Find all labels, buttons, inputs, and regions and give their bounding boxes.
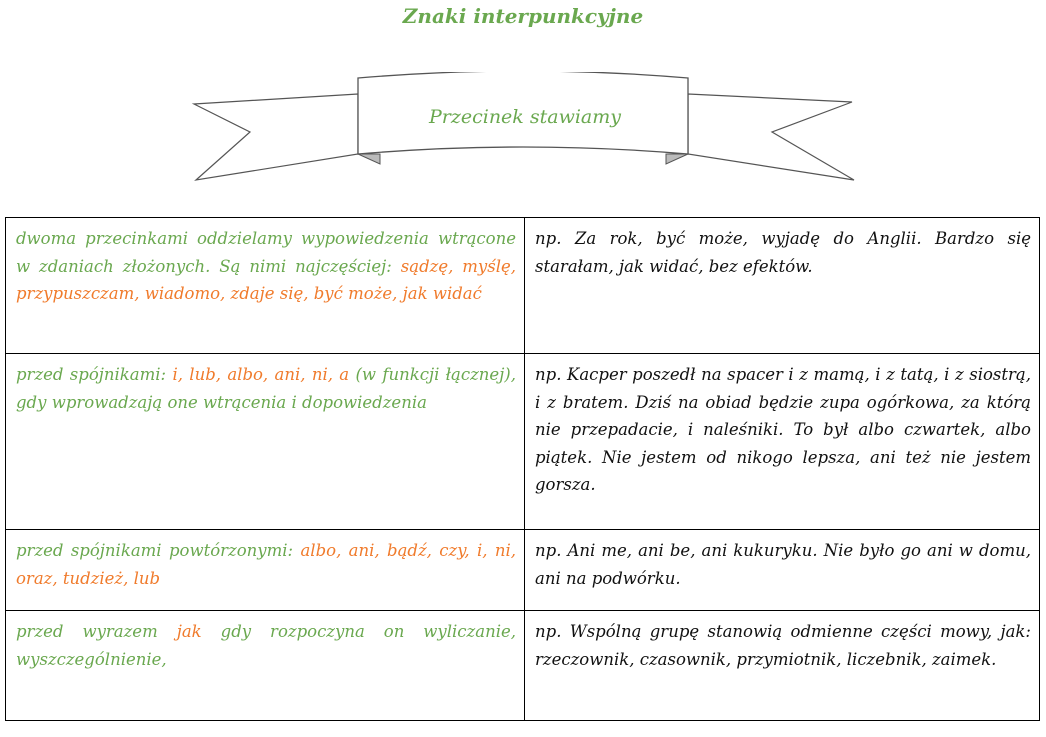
rules-table [5,217,1040,721]
rule-text: przed wyrazem [16,622,177,641]
rule-highlight: sądzę, myślę, przypuszczam, wiadomo, zdaje się, być może, jak widać [16,256,516,303]
example-text: np. Kacper poszedł na spacer i z mamą, i z tatą, i z siostrą, i z bratem. Dziś na obiad będzie zupa ogórkowa, za którą nie przepadacie, i naleśniki. To był albo czwartek, albo piątek. Nie jestem od nikogo lepsza, ani też nie jestem gorsza. [535,365,1031,494]
ribbon-icon [190,72,860,184]
example-text: np. Ani me, ani be, ani kukuryku. Nie było go ani w domu, ani na podwórku. [535,541,1031,588]
example-cell [525,218,1040,354]
example-cell [525,611,1040,721]
rule-cell [6,611,525,721]
rule-cell [6,530,525,611]
rule-text: przed spójnikami: [16,365,173,384]
rule-highlight: jak [176,622,202,641]
rule-highlight: albo, ani, bądź, czy, i, ni, oraz, tudzież, lub [16,541,517,588]
example-cell [525,530,1040,611]
table-row [6,218,1040,354]
rule-text: gdy rozpoczyna on wyliczanie, wyszczególnienie, [16,622,516,669]
table-row [6,530,1040,611]
example-text: np. Wspólną grupę stanowią odmienne części mowy, jak: rzeczownik, czasownik, przymiotnik, liczebnik, zaimek. [535,622,1031,669]
example-cell [525,354,1040,530]
rule-cell [6,218,525,354]
page-title: Znaki interpunkcyjne [402,4,644,28]
rule-cell [6,354,525,530]
rule-text: dwoma przecinkami oddzielamy wypowiedzenia wtrącone w zdaniach złożonych. Są nimi najczęściej: [16,229,516,276]
example-text: np. Za rok, być może, wyjadę do Anglii. Bardzo się starałam, jak widać, bez efektów. [535,229,1031,276]
rule-text: (w funkcji łącznej), gdy wprowadzają one wtrącenia i dopowiedzenia [16,365,516,412]
table-row [6,611,1040,721]
table-row [6,354,1040,530]
rule-highlight: i, lub, albo, ani, ni, a [172,365,350,384]
banner-ribbon [190,72,860,184]
ribbon-label: Przecinek stawiamy [428,106,621,128]
rule-text: przed spójnikami powtórzonymi: [16,541,301,560]
